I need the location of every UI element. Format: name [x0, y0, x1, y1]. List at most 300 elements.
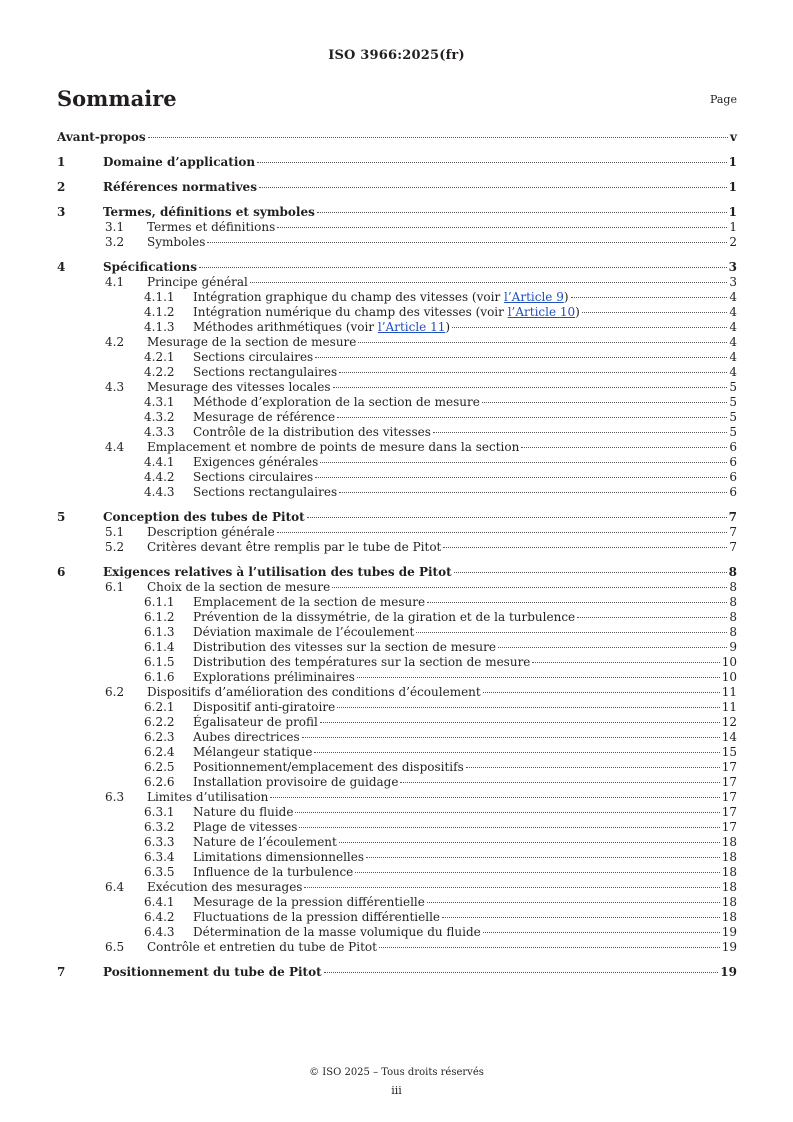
- toc-entry-page: 5: [729, 395, 737, 409]
- toc-entry[interactable]: [57, 350, 737, 365]
- toc-entry-title-text: Méthodes arithmétiques (voir: [193, 320, 378, 334]
- toc-entry-line: [193, 455, 737, 470]
- toc-entry[interactable]: [57, 805, 737, 820]
- dot-leader: [333, 387, 728, 388]
- toc-entry-line: [193, 865, 737, 880]
- toc-entry-page: 5: [729, 410, 737, 424]
- toc-entry-title: [193, 455, 318, 470]
- toc-entry-title-text: Symboles: [147, 235, 206, 249]
- toc-entry-title-text: Contrôle et entretien du tube de Pitot: [147, 940, 377, 954]
- toc-entry-title: [193, 700, 335, 715]
- toc-entry-title: [193, 715, 318, 730]
- toc-entry[interactable]: [57, 180, 737, 195]
- toc-entry-page: 10: [721, 670, 737, 684]
- toc-entry-number: 4.2.2: [144, 365, 175, 379]
- toc-entry-title-text: Dispositifs d’amélioration des conditions d’écoulement: [147, 685, 481, 699]
- toc-entry-number: 6.2.6: [144, 775, 175, 789]
- toc-entry[interactable]: [57, 910, 737, 925]
- article-cross-reference-link[interactable]: l’Article 10: [507, 305, 576, 319]
- toc-entry-line: [193, 925, 737, 940]
- toc-entry[interactable]: [57, 940, 737, 955]
- toc-entry-number: 3: [57, 205, 66, 219]
- toc-entry-title-text: Prévention de la dissymétrie, de la giration et de la turbulence: [193, 610, 576, 624]
- toc-entry-line: [193, 365, 737, 380]
- toc-entry-title-text: Positionnement/emplacement des dispositifs: [193, 760, 464, 774]
- toc-entry-line: [193, 425, 737, 440]
- toc-entry-title: [147, 380, 331, 395]
- toc-entry-number: 4.2.1: [144, 350, 175, 364]
- toc-entry-line: [193, 595, 737, 610]
- toc-entry-title: [193, 745, 312, 760]
- toc-entry-number: 6: [57, 565, 66, 579]
- toc-entry-line: [193, 805, 737, 820]
- toc-entry-line: [193, 820, 737, 835]
- toc-entry[interactable]: [57, 655, 737, 670]
- toc-entry-number: 6.4.3: [144, 925, 175, 939]
- dot-leader: [366, 857, 720, 858]
- toc-entry[interactable]: [57, 640, 737, 655]
- toc-entry-number: 4.1.1: [144, 290, 175, 304]
- toc-entry-title: [193, 820, 297, 835]
- dot-leader: [339, 842, 720, 843]
- toc-entry-page: 3: [728, 260, 737, 274]
- toc-entry-title: [147, 880, 302, 895]
- toc-entry-number: 6.4: [105, 880, 125, 894]
- dot-leader: [577, 617, 727, 618]
- dot-leader: [259, 187, 727, 188]
- toc-entry-number: 4.4.3: [144, 485, 175, 499]
- toc-entry-title-text: Mesurage de référence: [193, 410, 336, 424]
- toc-entry-line: [193, 305, 737, 320]
- toc-entry-number: 6.2.5: [144, 760, 175, 774]
- toc-entry[interactable]: [57, 485, 737, 500]
- toc-entry[interactable]: [57, 155, 737, 170]
- toc-entry-title: [193, 485, 337, 500]
- toc-entry-line: [193, 835, 737, 850]
- toc-entry-title: [193, 775, 398, 790]
- toc-entry[interactable]: [57, 730, 737, 745]
- toc-entry[interactable]: [57, 715, 737, 730]
- toc-entry-page: 4: [729, 365, 737, 379]
- toc-entry-title-text: Sections rectangulaires: [193, 365, 338, 379]
- toc-entry-line: [193, 485, 737, 500]
- toc-entry-page: 4: [729, 320, 737, 334]
- toc-entry-page: 17: [721, 775, 737, 789]
- dot-leader: [498, 647, 727, 648]
- toc-entry[interactable]: [57, 220, 737, 235]
- article-cross-reference-link[interactable]: l’Article 9: [504, 290, 564, 304]
- toc-entry-line: [103, 510, 737, 525]
- toc-entry-page: 1: [728, 180, 737, 194]
- toc-entry-line: [147, 235, 737, 250]
- toc-entry[interactable]: [57, 965, 737, 980]
- dot-leader: [277, 532, 728, 533]
- page-title: Sommaire: [57, 86, 177, 111]
- toc-entry[interactable]: [57, 205, 737, 220]
- toc-entry[interactable]: [57, 685, 737, 700]
- toc-entry-number: 6.1.1: [144, 595, 175, 609]
- toc-entry[interactable]: [57, 410, 737, 425]
- toc-entry-page: 4: [729, 290, 737, 304]
- toc-entry-line: [193, 640, 737, 655]
- toc-entry-page: 9: [729, 640, 737, 654]
- dot-leader: [357, 677, 720, 678]
- toc-entry[interactable]: [57, 580, 737, 595]
- toc-entry[interactable]: [57, 865, 737, 880]
- dot-leader: [315, 477, 727, 478]
- toc-entry-title-text: Nature du fluide: [193, 805, 294, 819]
- toc-entry-title-text: Termes, définitions et symboles: [103, 205, 315, 219]
- dot-leader: [250, 282, 727, 283]
- toc-entry[interactable]: [57, 565, 737, 580]
- toc-entry-number: 5.1: [105, 525, 125, 539]
- toc-entry-title-text: Sections rectangulaires: [193, 485, 338, 499]
- toc-entry[interactable]: [57, 365, 737, 380]
- article-cross-reference-link[interactable]: l’Article 11: [377, 320, 446, 334]
- toc-entry-page: 17: [721, 760, 737, 774]
- dot-leader: [452, 327, 727, 328]
- dot-leader: [314, 752, 719, 753]
- toc-entry-title-text: Aubes directrices: [193, 730, 300, 744]
- toc-entry[interactable]: [57, 320, 737, 335]
- dot-leader: [304, 887, 719, 888]
- toc-entry-title-text: Plage de vitesses: [193, 820, 298, 834]
- toc-entry-number: 4.4: [105, 440, 125, 454]
- toc-entry-page: 8: [729, 625, 737, 639]
- toc-entry[interactable]: [57, 235, 737, 250]
- toc-entry-number: 6.1.3: [144, 625, 175, 639]
- toc-entry-title-text: Exigences relatives à l’utilisation des tubes de Pitot: [103, 565, 452, 579]
- toc-entry-page: 15: [721, 745, 737, 759]
- toc-entry-number: 3.2: [105, 235, 125, 249]
- toc-entry-title-text: Exigences générales: [193, 455, 319, 469]
- toc-entry-page: 17: [721, 820, 737, 834]
- toc-entry-line: [193, 350, 737, 365]
- toc-entry-title: [147, 580, 330, 595]
- dot-leader: [307, 517, 727, 518]
- toc-entry-page: 5: [729, 380, 737, 394]
- toc-entry-title: [147, 685, 481, 700]
- toc-entry-page: 6: [729, 470, 737, 484]
- toc-entry-title-text: Intégration numérique du champ des vitesses (voir: [193, 305, 508, 319]
- dot-leader: [315, 357, 727, 358]
- toc-entry-number: 6.1.6: [144, 670, 175, 684]
- toc-entry[interactable]: [57, 470, 737, 485]
- toc-entry[interactable]: [57, 440, 737, 455]
- toc-entry-number: 4.1.3: [144, 320, 175, 334]
- toc-entry-title-text: Emplacement de la section de mesure: [193, 595, 426, 609]
- dot-leader: [483, 692, 720, 693]
- toc-entry-title-text: Distribution des vitesses sur la section de mesure: [193, 640, 496, 654]
- toc-entry-line: [193, 625, 737, 640]
- toc-entry-line: [193, 320, 737, 335]
- toc-entry-line: [103, 260, 737, 275]
- toc-entry-line: [193, 410, 737, 425]
- toc-entry-line: [103, 965, 737, 980]
- toc-entry[interactable]: [57, 670, 737, 685]
- toc-entry-number: 6.3.2: [144, 820, 175, 834]
- toc-entry[interactable]: [57, 540, 737, 555]
- toc-entry-title-suffix: ): [575, 305, 580, 319]
- dot-leader: [521, 447, 727, 448]
- toc-entry[interactable]: [57, 510, 737, 525]
- toc-entry-number: 7: [57, 965, 66, 979]
- toc-entry-page: 10: [721, 655, 737, 669]
- dot-leader: [295, 812, 719, 813]
- toc-entry-title: [147, 335, 356, 350]
- toc-entry-line: [147, 790, 737, 805]
- toc-entry-page: 11: [721, 685, 737, 699]
- toc-entry-title-text: Influence de la turbulence: [193, 865, 354, 879]
- toc-entry-number: 6.3.1: [144, 805, 175, 819]
- toc-entry-title-text: Spécifications: [103, 260, 197, 274]
- toc-entry-title-text: Mesurage des vitesses locales: [147, 380, 331, 394]
- toc-entry[interactable]: [57, 775, 737, 790]
- footer-page-number: iii: [391, 1084, 402, 1097]
- table-of-contents: [57, 130, 737, 980]
- dot-leader: [277, 227, 727, 228]
- toc-entry-line: [57, 130, 737, 145]
- toc-entry-page: v: [730, 130, 737, 144]
- toc-entry[interactable]: [57, 455, 737, 470]
- toc-entry-title-text: Avant-propos: [57, 130, 146, 144]
- toc-entry-line: [193, 655, 737, 670]
- dot-leader: [339, 372, 727, 373]
- toc-entry-line: [193, 910, 737, 925]
- dot-leader: [317, 212, 727, 213]
- toc-entry-title-text: Mesurage de la section de mesure: [147, 335, 357, 349]
- toc-entry-number: 6.4.2: [144, 910, 175, 924]
- toc-entry-number: 1: [57, 155, 66, 169]
- dot-leader: [454, 572, 727, 573]
- dot-leader: [427, 902, 720, 903]
- toc-entry-title-text: Principe général: [147, 275, 248, 289]
- toc-entry-page: 3: [729, 275, 737, 289]
- toc-entry-title-text: Déviation maximale de l’écoulement: [193, 625, 415, 639]
- dot-leader: [337, 417, 727, 418]
- toc-entry[interactable]: [57, 260, 737, 275]
- toc-entry-title-text: Sections circulaires: [193, 470, 314, 484]
- toc-entry-number: 4.3.2: [144, 410, 175, 424]
- toc-entry-line: [103, 180, 737, 195]
- toc-entry[interactable]: [57, 895, 737, 910]
- toc-entry-title: [103, 510, 305, 525]
- toc-entry-page: 8: [728, 565, 737, 579]
- toc-entry-number: 6.1.5: [144, 655, 175, 669]
- dot-leader: [148, 137, 728, 138]
- toc-entry[interactable]: [57, 850, 737, 865]
- toc-entry-line: [193, 290, 737, 305]
- dot-leader: [199, 267, 727, 268]
- toc-entry-title-text: Limitations dimensionnelles: [193, 850, 365, 864]
- toc-entry-page: 17: [721, 790, 737, 804]
- toc-entry-title-text: Fluctuations de la pression différentielle: [193, 910, 441, 924]
- toc-entry-title-suffix: ): [445, 320, 451, 334]
- toc-entry-page: 1: [729, 220, 737, 234]
- toc-entry-title-text: Nature de l’écoulement: [193, 835, 337, 849]
- toc-entry-number: 6.1.2: [144, 610, 175, 624]
- toc-entry-title-text: Description générale: [147, 525, 275, 539]
- toc-entry-title: [147, 235, 205, 250]
- toc-entry-title: [193, 895, 425, 910]
- toc-entry-page: 4: [729, 335, 737, 349]
- toc-entry-page: 18: [721, 880, 737, 894]
- toc-entry-number: 6.1.4: [144, 640, 175, 654]
- toc-entry-title-text: Mélangeur statique: [193, 745, 313, 759]
- toc-entry[interactable]: [57, 745, 737, 760]
- toc-entry-line: [147, 380, 737, 395]
- toc-entry-line: [193, 670, 737, 685]
- toc-entry[interactable]: [57, 700, 737, 715]
- dot-leader: [442, 917, 720, 918]
- toc-entry-page: 14: [721, 730, 737, 744]
- toc-entry[interactable]: [57, 835, 737, 850]
- toc-entry-number: 5: [57, 510, 66, 524]
- toc-entry-number: 4.1: [105, 275, 125, 289]
- toc-entry-line: [103, 155, 737, 170]
- dot-leader: [257, 162, 727, 163]
- toc-entry-line: [147, 940, 737, 955]
- toc-entry-number: 4: [57, 260, 66, 274]
- toc-entry[interactable]: [57, 395, 737, 410]
- toc-entry[interactable]: [57, 625, 737, 640]
- toc-entry-number: 6.2.1: [144, 700, 175, 714]
- toc-entry-line: [147, 580, 737, 595]
- toc-entry-title-text: Méthode d’exploration de la section de mesure: [193, 395, 480, 409]
- dot-leader: [466, 767, 720, 768]
- toc-entry-title: [103, 260, 197, 275]
- toc-entry[interactable]: [57, 335, 737, 350]
- toc-entry-title: [193, 610, 575, 625]
- toc-entry[interactable]: [57, 790, 737, 805]
- dot-leader: [400, 782, 719, 783]
- document-id-header: ISO 3966:2025(fr): [328, 48, 465, 63]
- toc-entry-title: [193, 350, 313, 365]
- toc-entry[interactable]: [57, 880, 737, 895]
- toc-entry-line: [193, 730, 737, 745]
- toc-entry[interactable]: [57, 925, 737, 940]
- dot-leader: [355, 872, 719, 873]
- toc-entry-title: [193, 320, 450, 335]
- toc-entry-title: [193, 655, 530, 670]
- toc-entry-title: [193, 470, 313, 485]
- toc-entry-title: [193, 425, 431, 440]
- toc-entry-number: 6.2.2: [144, 715, 175, 729]
- toc-entry-number: 2: [57, 180, 66, 194]
- toc-entry-line: [147, 440, 737, 455]
- toc-entry[interactable]: [57, 380, 737, 395]
- dot-leader: [299, 827, 719, 828]
- toc-entry-title-text: Positionnement du tube de Pitot: [103, 965, 322, 979]
- toc-entry-title: [193, 410, 335, 425]
- toc-entry-title: [103, 205, 315, 220]
- toc-entry-title-text: Emplacement et nombre de points de mesure dans la section: [147, 440, 520, 454]
- toc-entry-page: 19: [721, 940, 737, 954]
- toc-entry-title: [147, 940, 377, 955]
- toc-entry-page: 8: [729, 610, 737, 624]
- toc-entry-line: [193, 775, 737, 790]
- toc-entry[interactable]: [57, 275, 737, 290]
- toc-entry-line: [193, 760, 737, 775]
- toc-entry-title-text: Contrôle de la distribution des vitesses: [193, 425, 431, 439]
- toc-entry-page: 1: [728, 155, 737, 169]
- toc-entry-title: [193, 910, 440, 925]
- toc-entry-line: [147, 525, 737, 540]
- toc-entry-number: 6.4.1: [144, 895, 175, 909]
- toc-entry-title-text: Égalisateur de profil: [193, 715, 318, 729]
- dot-leader: [379, 947, 720, 948]
- toc-entry-title: [147, 440, 519, 455]
- toc-entry-page: 7: [729, 525, 737, 539]
- toc-entry-title-text: Critères devant être remplis par le tube de Pitot: [147, 540, 442, 554]
- toc-entry-page: 18: [721, 865, 737, 879]
- toc-entry-number: 4.4.1: [144, 455, 175, 469]
- toc-entry[interactable]: [57, 595, 737, 610]
- toc-entry-title: [193, 290, 569, 305]
- toc-entry-title-text: Intégration graphique du champ des vitesses (voir: [193, 290, 505, 304]
- toc-entry-number: 3.1: [105, 220, 125, 234]
- toc-entry-number: 4.4.2: [144, 470, 175, 484]
- toc-entry-title: [193, 730, 300, 745]
- toc-entry-line: [193, 895, 737, 910]
- toc-entry-number: 6.2.3: [144, 730, 175, 744]
- toc-entry-line: [147, 880, 737, 895]
- toc-entry-title: [193, 670, 355, 685]
- toc-entry-page: 7: [728, 510, 737, 524]
- toc-entry[interactable]: [57, 425, 737, 440]
- dot-leader: [443, 547, 727, 548]
- toc-entry-title: [57, 130, 146, 145]
- page-footer: [0, 1066, 793, 1097]
- dot-leader: [270, 797, 719, 798]
- toc-entry-number: 4.3: [105, 380, 125, 394]
- toc-entry-title: [193, 925, 481, 940]
- dot-leader: [358, 342, 727, 343]
- toc-entry-line: [193, 715, 737, 730]
- toc-entry-title: [193, 395, 480, 410]
- toc-entry-number: 6.5: [105, 940, 125, 954]
- dot-leader: [582, 312, 728, 313]
- toc-entry[interactable]: [57, 820, 737, 835]
- toc-entry-title-text: Sections circulaires: [193, 350, 314, 364]
- toc-entry-page: 5: [729, 425, 737, 439]
- toc-entry[interactable]: [57, 760, 737, 775]
- toc-entry-page: 4: [729, 305, 737, 319]
- toc-entry-title: [193, 625, 414, 640]
- toc-entry-number: 6.3: [105, 790, 125, 804]
- toc-entry-page: 8: [729, 595, 737, 609]
- toc-entry-line: [193, 610, 737, 625]
- toc-entry-page: 19: [721, 925, 737, 939]
- toc-entry-title-suffix: ): [563, 290, 569, 304]
- toc-entry-line: [147, 685, 737, 700]
- toc-entry[interactable]: [57, 525, 737, 540]
- toc-entry-title: [147, 790, 268, 805]
- toc-entry-title-text: Explorations préliminaires: [193, 670, 355, 684]
- toc-entry-title: [103, 965, 322, 980]
- toc-entry-title-text: Limites d’utilisation: [147, 790, 269, 804]
- toc-entry[interactable]: [57, 290, 737, 305]
- toc-entry-title-text: Détermination de la masse volumique du fluide: [193, 925, 481, 939]
- toc-entry[interactable]: [57, 130, 737, 145]
- toc-entry-title: [193, 865, 353, 880]
- dot-leader: [482, 402, 728, 403]
- toc-entry-line: [193, 700, 737, 715]
- toc-entry-title: [193, 365, 337, 380]
- toc-entry[interactable]: [57, 610, 737, 625]
- toc-entry[interactable]: [57, 305, 737, 320]
- dot-leader: [571, 297, 728, 298]
